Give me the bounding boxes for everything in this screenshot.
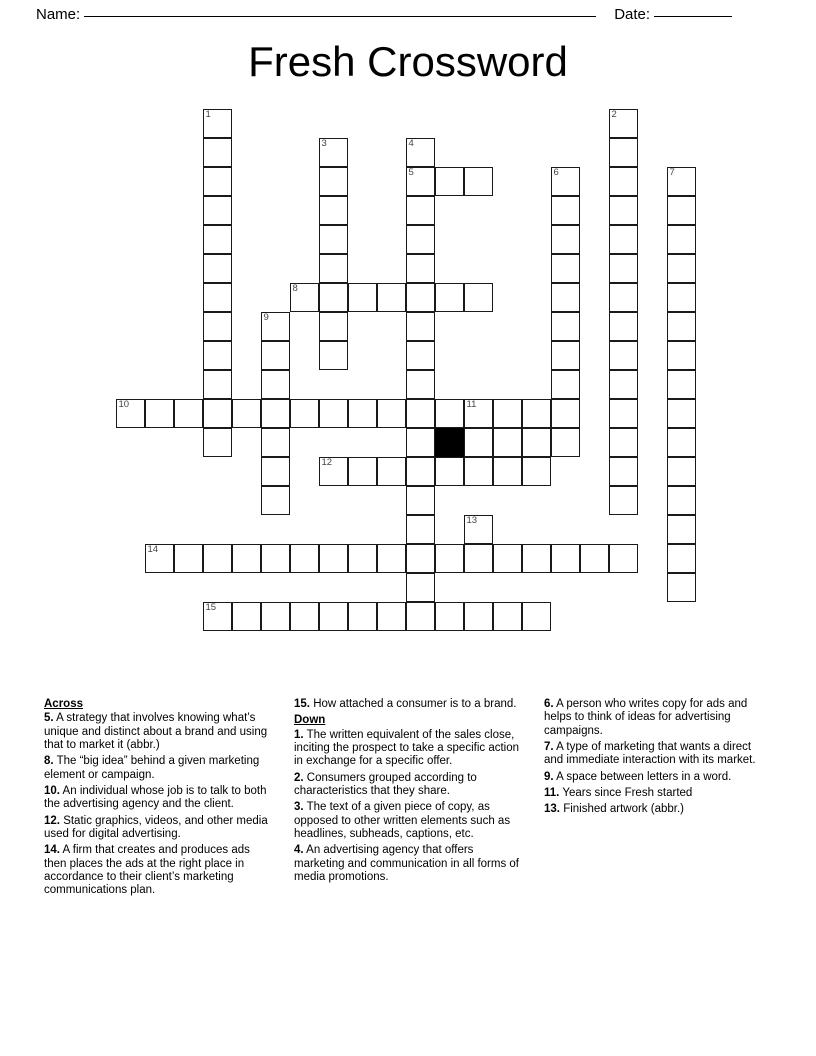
clue-text: How attached a consumer is to a brand. xyxy=(310,698,517,710)
grid-cell[interactable] xyxy=(261,428,290,457)
grid-cell[interactable] xyxy=(667,544,696,573)
grid-cell[interactable] xyxy=(667,167,696,196)
worksheet-header xyxy=(0,0,816,30)
grid-cell[interactable] xyxy=(348,602,377,631)
grid-cell[interactable] xyxy=(609,370,638,399)
grid-cell[interactable] xyxy=(406,428,435,457)
clue-number: 5. xyxy=(44,712,54,725)
clue-column-3 xyxy=(544,698,772,948)
grid-cell[interactable] xyxy=(609,167,638,196)
grid-cell[interactable] xyxy=(377,457,406,486)
grid-cell-number: 10 xyxy=(118,399,130,410)
grid-cell[interactable] xyxy=(319,544,348,573)
grid-cell[interactable] xyxy=(522,602,551,631)
grid-cell-number: 2 xyxy=(611,109,617,120)
clue-item xyxy=(294,772,522,799)
clue-text: A person who writes copy for ads and helps to think of ideas for advertising campaigns. xyxy=(544,698,748,737)
grid-cell[interactable] xyxy=(609,196,638,225)
grid-cell[interactable] xyxy=(464,428,493,457)
clue-number: 12. xyxy=(44,814,60,827)
grid-cell[interactable] xyxy=(667,312,696,341)
grid-cell[interactable] xyxy=(609,399,638,428)
grid-cell[interactable] xyxy=(290,544,319,573)
clue-text: A strategy that involves knowing what’s unique and distinct about a brand and using that to market it (abbr.) xyxy=(44,712,268,751)
clue-number: 15. xyxy=(294,698,310,710)
grid-cell[interactable] xyxy=(406,196,435,225)
grid-cell[interactable] xyxy=(406,544,435,573)
grid-cell[interactable] xyxy=(522,399,551,428)
grid-cell[interactable] xyxy=(667,486,696,515)
grid-cell[interactable] xyxy=(203,544,232,573)
grid-cell[interactable] xyxy=(232,399,261,428)
clue-item xyxy=(44,815,272,842)
clue-text: Static graphics, videos, and other media used for digital advertising. xyxy=(44,814,268,840)
grid-cell[interactable] xyxy=(435,544,464,573)
grid-cell[interactable] xyxy=(203,225,232,254)
clue-number: 8. xyxy=(44,755,54,768)
grid-cell[interactable] xyxy=(232,602,261,631)
grid-cell[interactable] xyxy=(551,254,580,283)
grid-cell[interactable] xyxy=(319,196,348,225)
grid-cell[interactable] xyxy=(667,254,696,283)
clue-text: An advertising agency that offers marketing and communication in all forms of media promotions. xyxy=(294,844,519,883)
grid-cell[interactable] xyxy=(464,602,493,631)
grid-cell[interactable] xyxy=(203,399,232,428)
clue-text: A firm that creates and produces ads then places the ads at the right place in accordance to their client’s marketing communications plan. xyxy=(44,844,250,897)
grid-cell[interactable] xyxy=(435,399,464,428)
clue-item xyxy=(544,803,772,816)
grid-cell-number: 15 xyxy=(205,602,217,613)
grid-cell-number: 9 xyxy=(263,312,269,323)
clue-item xyxy=(294,729,522,769)
grid-cell[interactable] xyxy=(667,225,696,254)
grid-cell[interactable] xyxy=(203,341,232,370)
grid-cell[interactable] xyxy=(522,457,551,486)
grid-cell[interactable] xyxy=(493,544,522,573)
grid-cell[interactable] xyxy=(464,283,493,312)
grid-cell[interactable] xyxy=(116,399,145,428)
clue-text: An individual whose job is to talk to both the advertising agency and the client. xyxy=(44,784,267,811)
grid-cell[interactable] xyxy=(667,341,696,370)
grid-cell[interactable] xyxy=(609,312,638,341)
clue-text: Consumers grouped according to characteristics that they share. xyxy=(294,771,477,797)
grid-cell[interactable] xyxy=(261,341,290,370)
grid-cell-number: 6 xyxy=(553,167,559,178)
grid-cell[interactable] xyxy=(464,544,493,573)
grid-cell[interactable] xyxy=(406,486,435,515)
grid-cell[interactable] xyxy=(493,457,522,486)
grid-cell[interactable] xyxy=(406,399,435,428)
grid-cell[interactable] xyxy=(406,457,435,486)
name-label: Name: xyxy=(36,6,81,23)
grid-cell[interactable] xyxy=(551,428,580,457)
grid-cell[interactable] xyxy=(406,370,435,399)
grid-cell[interactable] xyxy=(609,138,638,167)
grid-cell[interactable] xyxy=(261,370,290,399)
grid-cell[interactable] xyxy=(609,109,638,138)
clue-item xyxy=(294,698,522,711)
grid-cell[interactable] xyxy=(319,254,348,283)
grid-cell[interactable] xyxy=(667,196,696,225)
clue-panel xyxy=(44,698,774,948)
grid-cell[interactable] xyxy=(493,602,522,631)
clue-text: The written equivalent of the sales close, inciting the prospect to take a specific action in exchange for a specific offer. xyxy=(294,728,520,768)
grid-cell-number: 1 xyxy=(205,109,211,120)
grid-cell[interactable] xyxy=(406,341,435,370)
clue-text: Finished artwork (abbr.) xyxy=(560,803,684,816)
grid-cell[interactable] xyxy=(406,138,435,167)
grid-cell[interactable] xyxy=(319,283,348,312)
grid-cell[interactable] xyxy=(609,225,638,254)
grid-cell[interactable] xyxy=(290,399,319,428)
grid-cell[interactable] xyxy=(667,370,696,399)
grid-cell[interactable] xyxy=(493,428,522,457)
grid-cell[interactable] xyxy=(348,457,377,486)
grid-cell[interactable] xyxy=(435,167,464,196)
grid-cell[interactable] xyxy=(406,602,435,631)
grid-cell[interactable] xyxy=(551,167,580,196)
clue-text: A space between letters in a word. xyxy=(553,770,732,783)
grid-cell[interactable] xyxy=(406,225,435,254)
grid-cell[interactable] xyxy=(377,399,406,428)
grid-cell[interactable] xyxy=(435,283,464,312)
grid-cell[interactable] xyxy=(348,283,377,312)
clue-number: 10. xyxy=(44,784,60,797)
clue-item xyxy=(544,771,772,784)
grid-cell-blocked xyxy=(435,428,464,457)
clue-number: 14. xyxy=(44,844,60,857)
crossword-grid xyxy=(116,109,726,634)
grid-cell[interactable] xyxy=(406,254,435,283)
grid-cell[interactable] xyxy=(551,283,580,312)
grid-cell[interactable] xyxy=(319,138,348,167)
grid-cell[interactable] xyxy=(145,399,174,428)
grid-cell[interactable] xyxy=(377,544,406,573)
grid-cell[interactable] xyxy=(551,399,580,428)
clue-item xyxy=(294,801,522,841)
clue-item xyxy=(544,698,772,738)
grid-cell-number: 5 xyxy=(408,167,414,178)
clue-number: 3. xyxy=(294,801,304,814)
clue-number: 9. xyxy=(544,770,554,783)
grid-cell[interactable] xyxy=(174,544,203,573)
grid-cell[interactable] xyxy=(667,457,696,486)
clue-item xyxy=(544,741,772,768)
grid-cell[interactable] xyxy=(319,225,348,254)
name-write-in-line[interactable] xyxy=(84,16,596,17)
grid-cell-number: 12 xyxy=(321,457,333,468)
grid-cell[interactable] xyxy=(261,602,290,631)
grid-cell[interactable] xyxy=(261,486,290,515)
grid-cell[interactable] xyxy=(232,544,261,573)
clue-number: 7. xyxy=(544,740,554,753)
grid-cell[interactable] xyxy=(609,254,638,283)
grid-cell[interactable] xyxy=(522,544,551,573)
grid-cell[interactable] xyxy=(464,167,493,196)
grid-cell-number: 7 xyxy=(669,167,675,178)
clue-number: 6. xyxy=(544,698,554,710)
grid-cell[interactable] xyxy=(203,138,232,167)
grid-cell[interactable] xyxy=(464,457,493,486)
grid-cell[interactable] xyxy=(261,312,290,341)
grid-cell[interactable] xyxy=(406,573,435,602)
clue-item xyxy=(44,785,272,812)
clue-item xyxy=(44,755,272,782)
grid-cell[interactable] xyxy=(319,602,348,631)
grid-cell[interactable] xyxy=(174,399,203,428)
grid-cell[interactable] xyxy=(609,428,638,457)
grid-cell[interactable] xyxy=(580,544,609,573)
grid-cell[interactable] xyxy=(551,196,580,225)
grid-cell[interactable] xyxy=(551,225,580,254)
grid-cell[interactable] xyxy=(319,399,348,428)
grid-cell[interactable] xyxy=(609,486,638,515)
grid-cell[interactable] xyxy=(464,399,493,428)
grid-cell[interactable] xyxy=(290,602,319,631)
grid-cell[interactable] xyxy=(377,602,406,631)
grid-cell-number: 8 xyxy=(292,283,298,294)
grid-cell[interactable] xyxy=(203,109,232,138)
clue-text: A type of marketing that wants a direct and immediate interaction with its market. xyxy=(544,740,756,767)
clue-item xyxy=(44,712,272,752)
clue-text: The text of a given piece of copy, as opposed to other written elements such as headlines, subheads, captions, etc. xyxy=(294,801,511,840)
grid-cell[interactable] xyxy=(551,370,580,399)
clue-text: Years since Fresh started xyxy=(559,786,693,799)
grid-cell[interactable] xyxy=(203,602,232,631)
grid-cell[interactable] xyxy=(667,399,696,428)
grid-cell[interactable] xyxy=(377,283,406,312)
grid-cell[interactable] xyxy=(348,399,377,428)
grid-cell[interactable] xyxy=(406,515,435,544)
grid-cell[interactable] xyxy=(406,283,435,312)
grid-cell[interactable] xyxy=(319,312,348,341)
clue-number: 13. xyxy=(544,803,560,816)
grid-cell[interactable] xyxy=(319,167,348,196)
grid-cell[interactable] xyxy=(551,341,580,370)
grid-cell[interactable] xyxy=(667,515,696,544)
grid-cell[interactable] xyxy=(203,196,232,225)
grid-cell[interactable] xyxy=(203,283,232,312)
grid-cell[interactable] xyxy=(435,602,464,631)
grid-cell[interactable] xyxy=(203,370,232,399)
grid-cell[interactable] xyxy=(261,399,290,428)
grid-cell[interactable] xyxy=(319,341,348,370)
grid-cell-number: 4 xyxy=(408,138,414,149)
down-heading: Down xyxy=(294,714,326,727)
grid-cell[interactable] xyxy=(609,341,638,370)
clue-item xyxy=(44,844,272,897)
clue-number: 1. xyxy=(294,728,304,741)
grid-cell-number: 3 xyxy=(321,138,327,149)
grid-cell[interactable] xyxy=(319,457,348,486)
grid-cell[interactable] xyxy=(609,457,638,486)
grid-cell[interactable] xyxy=(667,283,696,312)
grid-cell[interactable] xyxy=(609,283,638,312)
clue-number: 4. xyxy=(294,844,304,857)
grid-cell[interactable] xyxy=(551,312,580,341)
grid-cell[interactable] xyxy=(261,457,290,486)
grid-cell[interactable] xyxy=(145,544,174,573)
grid-cell[interactable] xyxy=(667,573,696,602)
page-title: Fresh Crossword xyxy=(248,38,568,85)
grid-cell[interactable] xyxy=(261,544,290,573)
grid-cell[interactable] xyxy=(522,428,551,457)
date-write-in-line[interactable] xyxy=(654,16,732,17)
grid-cell[interactable] xyxy=(493,399,522,428)
grid-cell[interactable] xyxy=(667,428,696,457)
clue-text: The “big idea” behind a given marketing element or campaign. xyxy=(44,755,260,781)
grid-cell[interactable] xyxy=(348,544,377,573)
clue-number: 2. xyxy=(294,771,304,784)
clue-number: 11. xyxy=(544,786,560,799)
grid-cell[interactable] xyxy=(609,544,638,573)
grid-cell-number: 13 xyxy=(466,515,478,526)
grid-cell[interactable] xyxy=(290,283,319,312)
grid-cell[interactable] xyxy=(203,167,232,196)
grid-cell[interactable] xyxy=(203,254,232,283)
clue-column-2 xyxy=(294,698,522,948)
clue-item xyxy=(544,787,772,800)
grid-cell-number: 11 xyxy=(466,399,477,410)
date-label: Date: xyxy=(614,6,651,23)
grid-cell[interactable] xyxy=(203,428,232,457)
across-heading: Across xyxy=(44,698,83,710)
grid-cell[interactable] xyxy=(435,457,464,486)
grid-cell[interactable] xyxy=(406,167,435,196)
grid-cell[interactable] xyxy=(406,312,435,341)
grid-cell[interactable] xyxy=(464,515,493,544)
grid-cell[interactable] xyxy=(203,312,232,341)
clue-item xyxy=(294,844,522,884)
grid-cell[interactable] xyxy=(551,544,580,573)
clue-column-1 xyxy=(44,698,272,948)
grid-cell-number: 14 xyxy=(147,544,159,555)
